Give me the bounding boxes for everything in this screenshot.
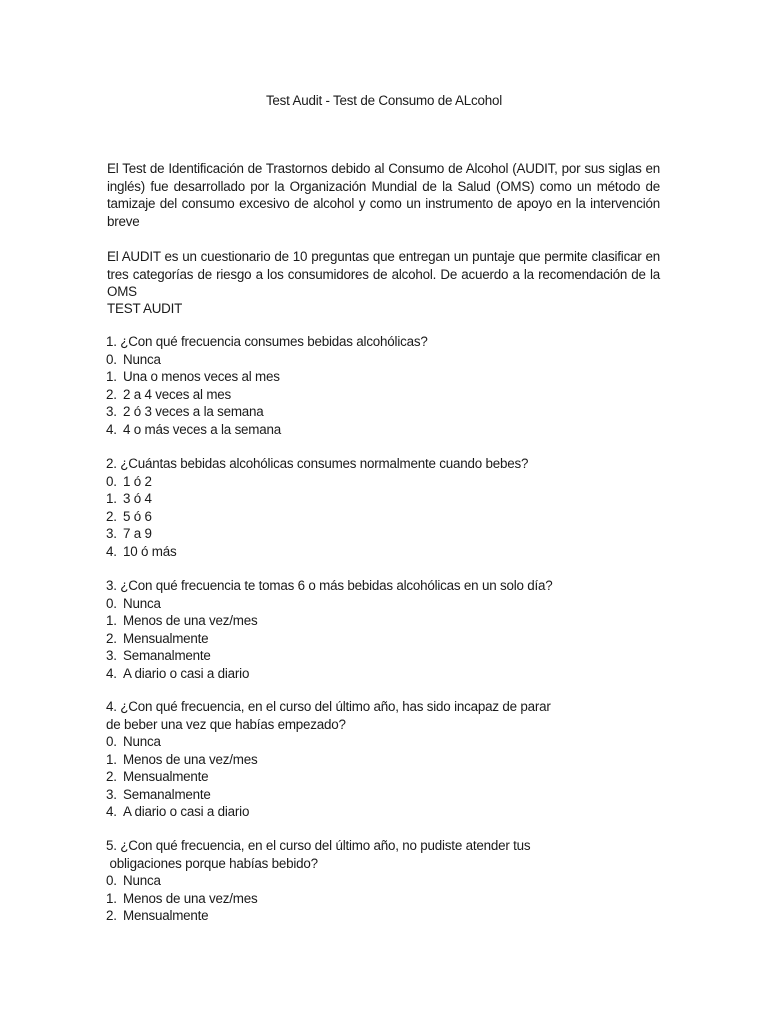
- answer-option: [106, 421, 666, 439]
- answer-options: [106, 595, 666, 683]
- question-text: 1. ¿Con qué frecuencia consumes bebidas alcohólicas?: [106, 334, 428, 349]
- option-label: Menos de una vez/mes: [123, 613, 258, 628]
- option-number: 4.: [106, 804, 117, 819]
- option-number: 0.: [106, 351, 117, 367]
- option-label: Mensualmente: [123, 630, 209, 646]
- option-label: Semanalmente: [123, 786, 211, 802]
- answer-option: [106, 595, 666, 613]
- answer-option: [106, 386, 666, 404]
- answer-option: [106, 803, 666, 821]
- option-label: 7 a 9: [123, 526, 152, 541]
- option-label: 10 ó más: [123, 543, 177, 559]
- option-label: Nunca: [123, 595, 161, 611]
- option-number: 3.: [106, 526, 117, 541]
- question-text-line: 4. ¿Con qué frecuencia, en el curso del último año, has sido incapaz de parar: [106, 699, 551, 714]
- option-label: A diario o casi a diario: [123, 665, 250, 681]
- option-number: 2.: [106, 769, 117, 784]
- answer-option: [106, 786, 666, 804]
- option-number: 1.: [106, 491, 117, 506]
- option-label: Nunca: [123, 734, 161, 749]
- question-text: [106, 698, 666, 733]
- option-number: 3.: [106, 648, 117, 663]
- answer-option: [106, 351, 666, 369]
- option-number: 0.: [106, 734, 117, 749]
- answer-option: [106, 612, 666, 630]
- question-text: 2. ¿Cuántas bebidas alcohólicas consumes normalmente cuando bebes?: [106, 456, 529, 471]
- option-label: Mensualmente: [123, 769, 209, 784]
- option-number: 2.: [106, 508, 117, 524]
- question-1: [106, 333, 666, 438]
- answer-option: [106, 525, 666, 543]
- option-number: 3.: [106, 404, 117, 419]
- option-number: 1.: [106, 751, 117, 767]
- question-4: [106, 698, 666, 821]
- option-label: Mensualmente: [123, 908, 209, 923]
- question-text: 3. ¿Con qué frecuencia te tomas 6 o más bebidas alcohólicas en un solo día?: [106, 578, 553, 593]
- answer-options: [106, 733, 666, 821]
- option-number: 2.: [106, 908, 117, 923]
- question-text-line: 5. ¿Con qué frecuencia, en el curso del último año, no pudiste atender tus: [106, 838, 531, 853]
- option-number: 4.: [106, 665, 117, 681]
- answer-option: [106, 768, 666, 786]
- answer-option: [106, 751, 666, 769]
- option-number: 0.: [106, 595, 117, 611]
- option-label: A diario o casi a diario: [123, 804, 250, 819]
- answer-option: [106, 665, 666, 683]
- answer-option: [106, 907, 666, 925]
- answer-options: [106, 872, 666, 925]
- option-number: 1.: [106, 613, 117, 628]
- answer-option: [106, 508, 666, 526]
- option-label: 1 ó 2: [123, 473, 152, 489]
- option-label: Menos de una vez/mes: [123, 890, 258, 906]
- option-label: 2 a 4 veces al mes: [123, 386, 232, 402]
- intro-paragraph: El Test de Identificación de Trastornos debido al Consumo de Alcohol (AUDIT, por sus siglas en inglés) fue desarrollado por la Organización Mundial de la Salud (OMS) como un método de tamizaje del consumo excesivo de alcohol y como un instrumento de apoyo en la intervención breve: [107, 161, 660, 229]
- option-label: Una o menos veces al mes: [123, 369, 280, 384]
- option-label: Nunca: [123, 351, 161, 367]
- answer-options: [106, 351, 666, 439]
- question-5: [106, 837, 666, 925]
- answer-option: [106, 890, 666, 908]
- option-number: 0.: [106, 473, 117, 489]
- answer-option: [106, 490, 666, 508]
- option-number: 3.: [106, 786, 117, 802]
- question-text-line: de beber una vez que habías empezado?: [106, 716, 346, 732]
- option-number: 2.: [106, 386, 117, 402]
- option-number: 1.: [106, 890, 117, 906]
- answer-option: [106, 872, 666, 890]
- option-label: Nunca: [123, 873, 161, 888]
- answer-option: [106, 647, 666, 665]
- option-number: 4.: [106, 543, 117, 559]
- option-label: 4 o más veces a la semana: [123, 421, 282, 437]
- description-paragraph: El AUDIT es un cuestionario de 10 preguntas que entregan un puntaje que permite clasificar en tres categorías de riesgo a los consumidores de alcohol. De acuerdo a la recomendación de la OMS: [107, 249, 660, 299]
- section-heading: TEST AUDIT: [107, 301, 183, 316]
- question-text-line: obligaciones porque habías bebido?: [109, 855, 318, 871]
- option-label: Menos de una vez/mes: [123, 751, 258, 767]
- option-label: 3 ó 4: [123, 491, 152, 506]
- question-2: [106, 455, 666, 560]
- question-text: [106, 837, 666, 872]
- option-number: 4.: [106, 421, 117, 437]
- answer-option: [106, 733, 666, 751]
- answer-options: [106, 473, 666, 561]
- answer-option: [106, 543, 666, 561]
- option-number: 2.: [106, 630, 117, 646]
- option-label: 2 ó 3 veces a la semana: [123, 404, 264, 419]
- answer-option: [106, 403, 666, 421]
- answer-option: [106, 473, 666, 491]
- option-number: 0.: [106, 873, 117, 888]
- answer-option: [106, 630, 666, 648]
- question-3: [106, 577, 666, 682]
- option-label: Semanalmente: [123, 648, 211, 663]
- option-label: 5 ó 6: [123, 508, 152, 524]
- option-number: 1.: [106, 369, 117, 384]
- answer-option: [106, 368, 666, 386]
- document-title: Test Audit - Test de Consumo de ALcohol: [265, 93, 503, 108]
